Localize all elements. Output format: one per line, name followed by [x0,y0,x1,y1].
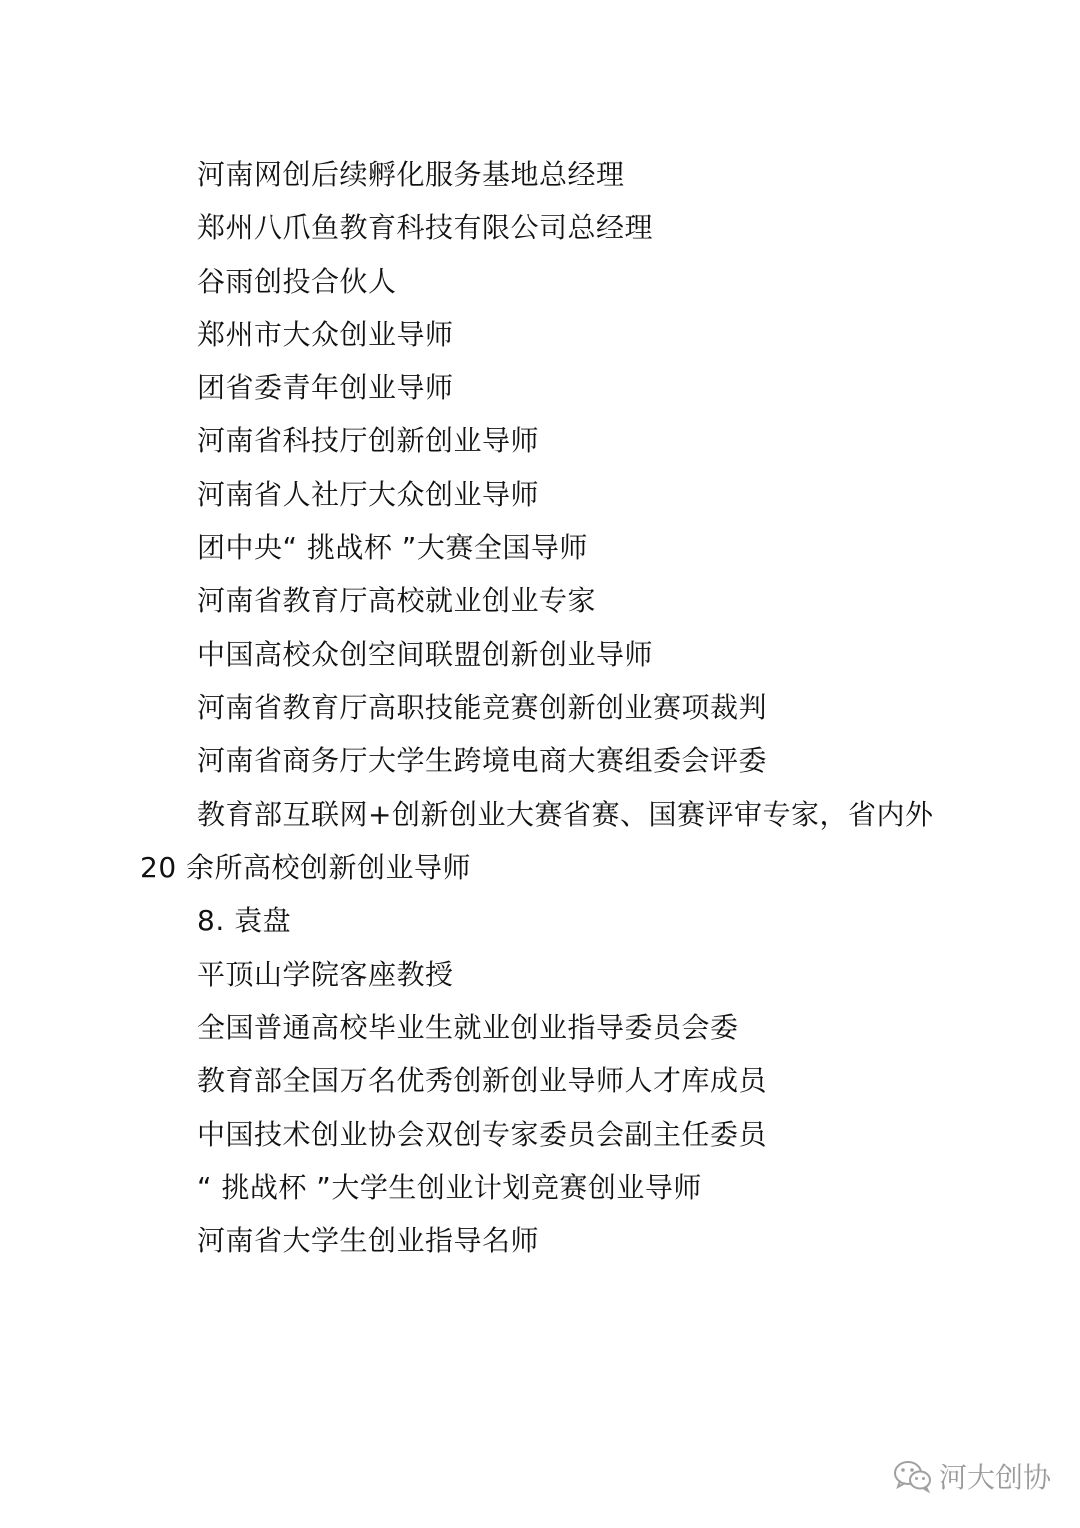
text-line: 河南省人社厅大众创业导师 [197,478,540,511]
text-line: 郑州八爪鱼教育科技有限公司总经理 [197,211,654,244]
text-line: “ 挑战杯 ”大学生创业计划竞赛创业导师 [197,1171,702,1204]
watermark [893,1456,1051,1496]
text-line: 河南网创后续孵化服务基地总经理 [197,158,625,191]
text-line: 谷雨创投合伙人 [197,265,397,298]
text-line: 河南省教育厅高职技能竞赛创新创业赛项裁判 [197,691,768,724]
text-line: 团省委青年创业导师 [197,371,454,404]
text-line: 教育部全国万名优秀创新创业导师人才库成员 [197,1064,768,1097]
text-line: 团中央“ 挑战杯 ”大赛全国导师 [197,531,588,564]
text-line: 郑州市大众创业导师 [197,318,454,351]
section-heading: 8. 袁盘 [197,904,292,937]
text-line: 河南省教育厅高校就业创业专家 [197,584,597,617]
text-line-continuation: 20 余所高校创新创业导师 [140,851,472,884]
text-line: 河南省商务厅大学生跨境电商大赛组委会评委 [197,744,768,777]
text-line: 中国技术创业协会双创专家委员会副主任委员 [197,1118,768,1151]
text-line: 河南省大学生创业指导名师 [197,1224,540,1257]
watermark-text: 河大创协 [939,1461,1052,1494]
wechat-icon [893,1459,933,1493]
text-line: 平顶山学院客座教授 [197,958,454,991]
text-line: 全国普通高校毕业生就业创业指导委员会委 [197,1011,739,1044]
text-line: 中国高校众创空间联盟创新创业导师 [197,638,654,671]
text-line: 教育部互联网+创新创业大赛省赛、国赛评审专家，省内外 [197,798,934,831]
text-line: 河南省科技厅创新创业导师 [197,424,540,457]
